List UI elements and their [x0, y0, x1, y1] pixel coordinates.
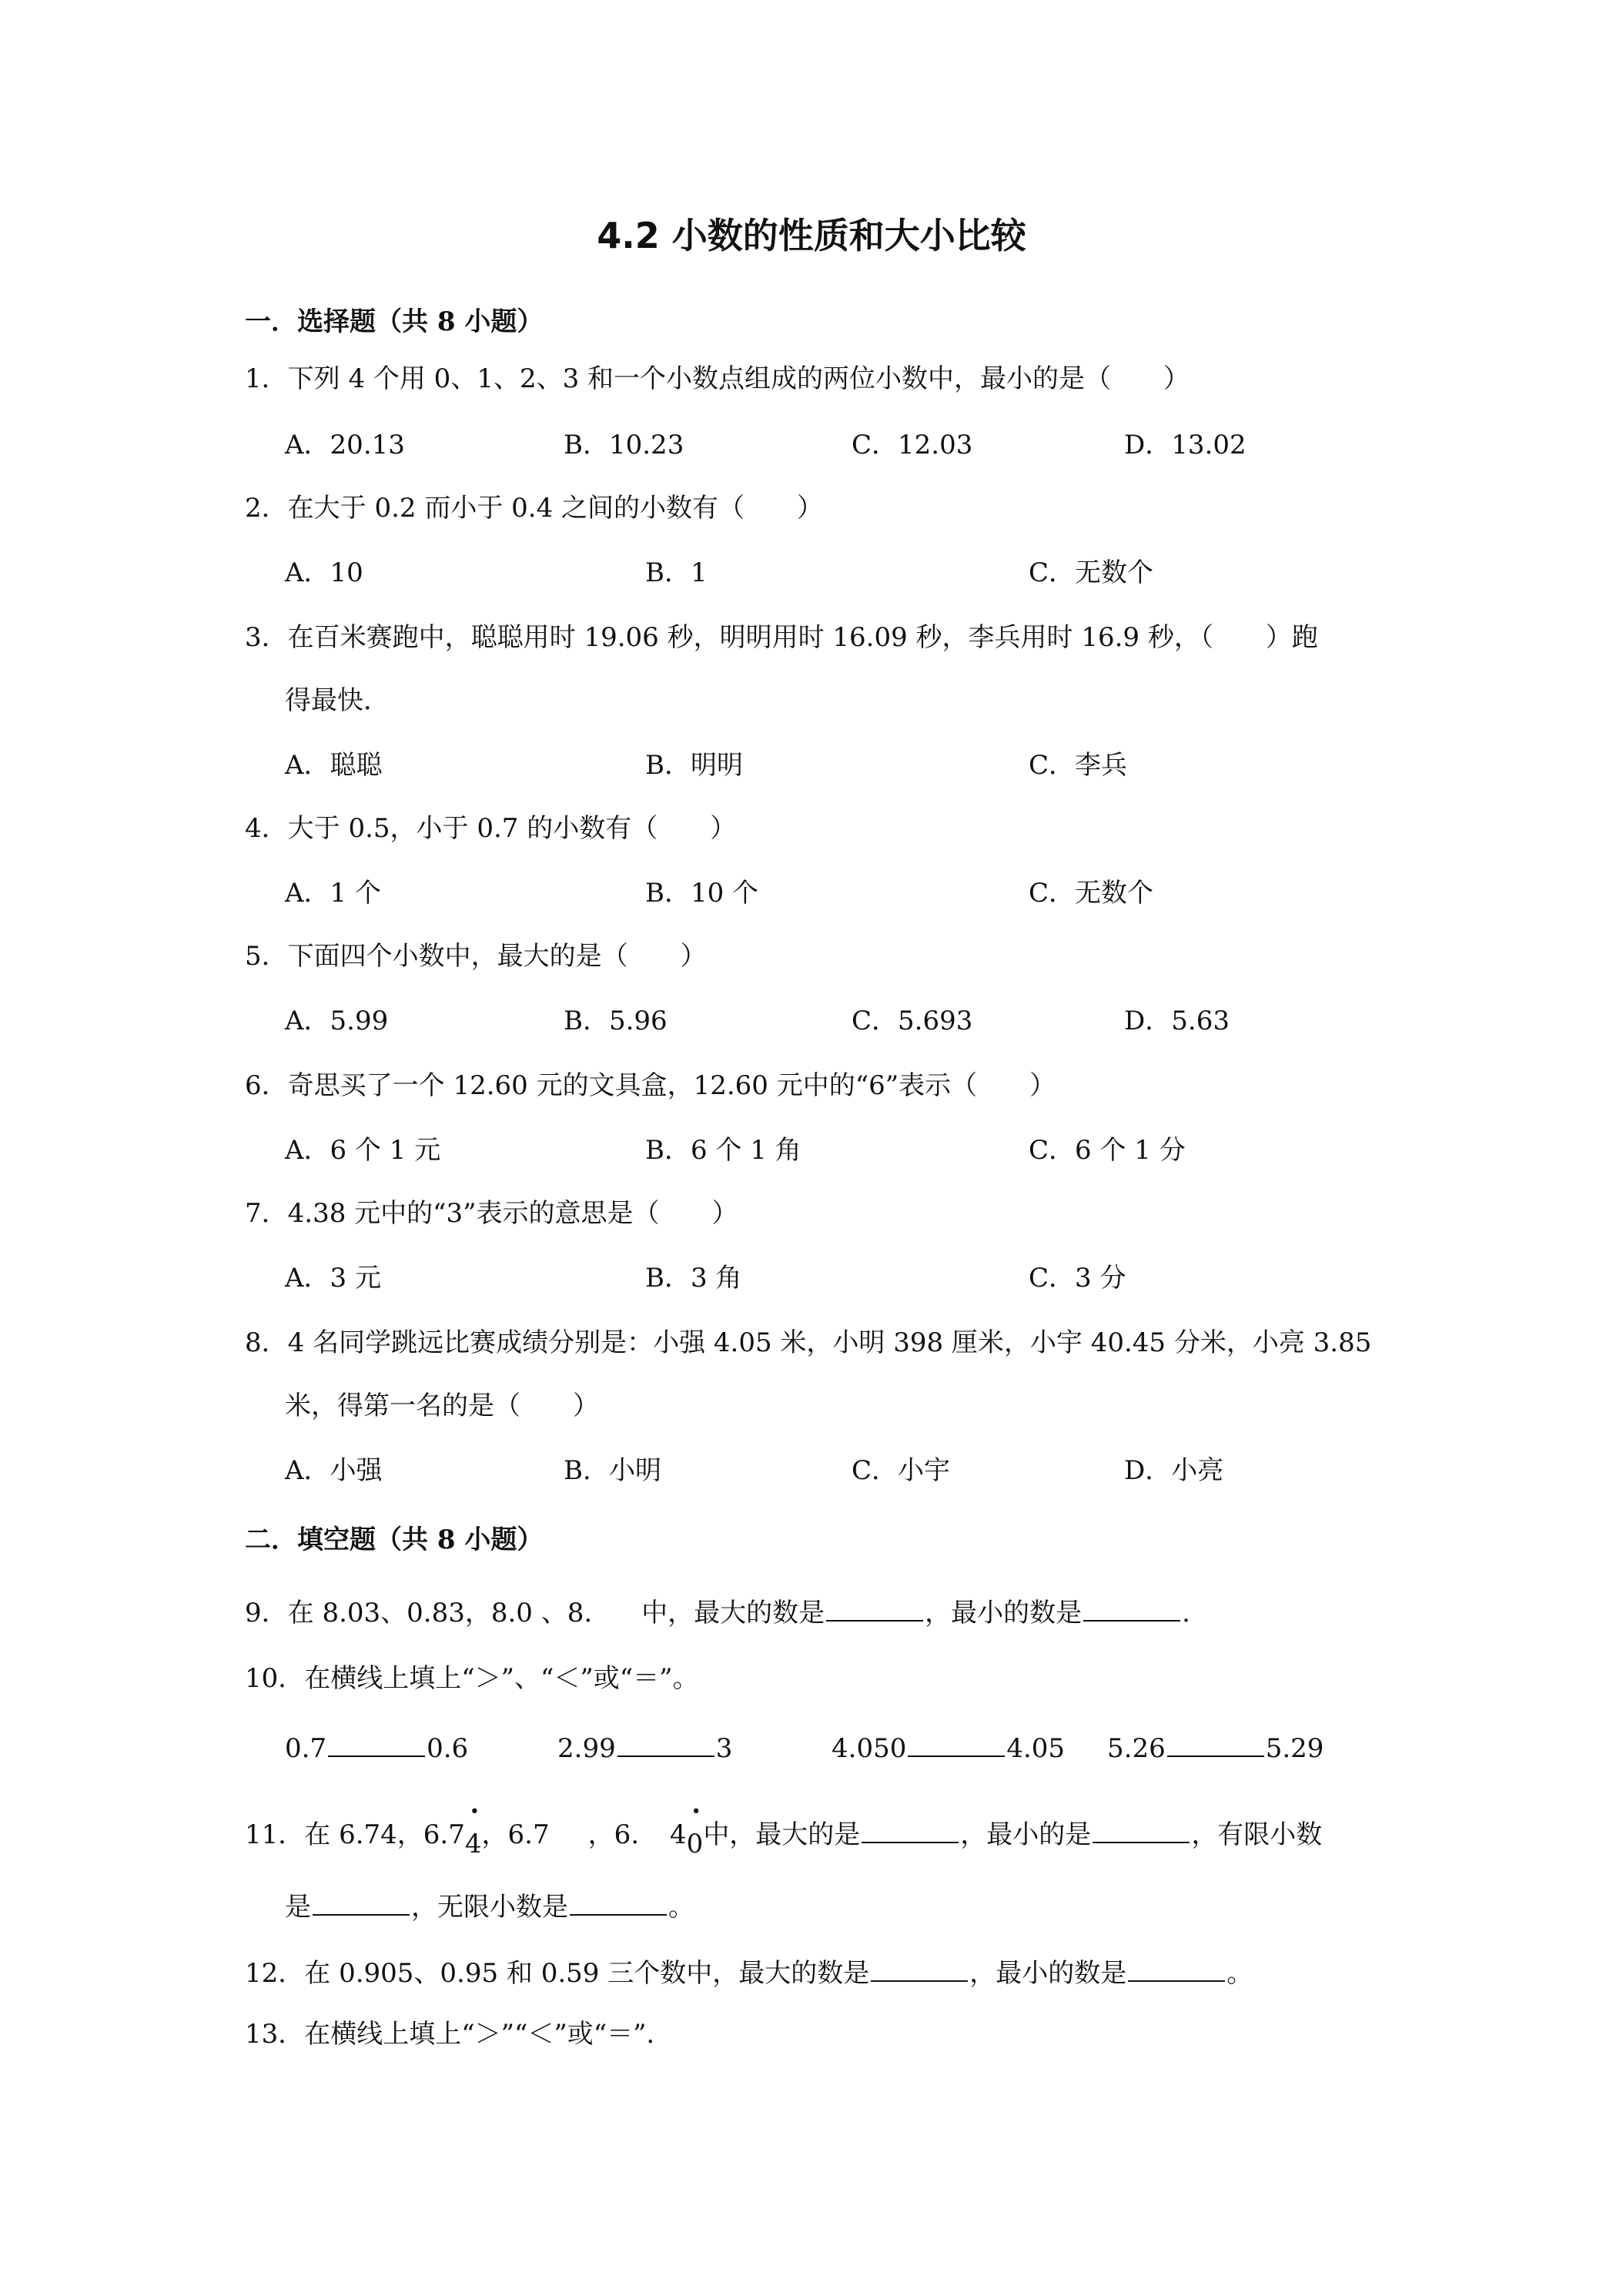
q10-pair-4-left: 5.26	[1107, 1733, 1166, 1764]
question-11-line-1	[245, 1802, 1323, 1859]
question-8-stem-continued: 米，得第一名的是（ ）	[285, 1391, 599, 1421]
question-7-stem: 7．4.38 元中的“3”表示的意思是（ ）	[245, 1198, 738, 1229]
q8-option-a: A．小强	[285, 1455, 383, 1486]
question-2-stem: 2．在大于 0.2 而小于 0.4 之间的小数有（ ）	[245, 493, 824, 524]
q7-option-c: C．3 分	[1029, 1263, 1126, 1294]
q10-pair-4-right: 5.29	[1265, 1733, 1324, 1764]
q11-repeating-digit-1: • 4	[464, 1802, 482, 1859]
q5-option-d: D．5.63	[1124, 1006, 1230, 1036]
q11-text-5: 中，最大的是	[703, 1819, 861, 1850]
q11-repeat-dot-2: •	[691, 1802, 701, 1822]
q9-blank-largest[interactable]	[826, 1592, 923, 1622]
q11-blank-infinite[interactable]	[570, 1886, 667, 1916]
q3-option-c: C．李兵	[1029, 750, 1128, 781]
section-heading-fill-in: 二．填空题（共 8 小题）	[245, 1525, 544, 1555]
q10-pair-1-blank[interactable]	[328, 1728, 425, 1757]
q4-option-c: C．无数个	[1029, 878, 1154, 909]
question-3-stem: 3．在百米赛跑中，聪聪用时 19.06 秒，明明用时 16.09 秒，李兵用时 16.9 秒，（ ）跑	[245, 622, 1318, 653]
q3-option-a: A．聪聪	[285, 750, 383, 781]
q1-option-d: D．13.02	[1124, 430, 1247, 460]
q9-blank-smallest[interactable]	[1083, 1592, 1180, 1622]
q10-pair-4-blank[interactable]	[1167, 1728, 1264, 1757]
q7-option-b: B．3 角	[645, 1263, 742, 1294]
q7-option-a: A．3 元	[285, 1263, 381, 1294]
question-3-stem-continued: 得最快．	[285, 685, 390, 716]
q12-blank-largest[interactable]	[871, 1953, 968, 1982]
q11-repeat-dot-1: •	[469, 1802, 480, 1822]
q11-text-8: 是	[285, 1892, 311, 1923]
q11-repeating-digit-2: • 0	[686, 1802, 704, 1859]
q11-text-9: ，无限小数是	[411, 1892, 568, 1923]
q10-pair-1	[285, 1728, 468, 1766]
question-12	[245, 1953, 1253, 1990]
q11-text-2: ，6.7	[481, 1819, 550, 1850]
q11-blank-largest[interactable]	[862, 1814, 959, 1843]
q10-pair-2	[557, 1728, 732, 1766]
q9-text-4: .	[1182, 1598, 1190, 1628]
q11-text-1: 11．在 6.74，6.7	[245, 1819, 465, 1850]
q3-option-b: B．明明	[645, 750, 743, 781]
q5-option-b: B．5.96	[564, 1006, 668, 1036]
q10-pair-1-right: 0.6	[427, 1733, 469, 1764]
q1-option-b: B．10.23	[564, 430, 684, 460]
q11-text-7: ，有限小数	[1191, 1819, 1323, 1850]
q11-text-6: ，最小的是	[960, 1819, 1092, 1850]
q11-text-10: 。	[668, 1892, 694, 1923]
q6-option-b: B．6 个 1 角	[645, 1135, 801, 1166]
q8-option-b: B．小明	[564, 1455, 661, 1486]
q4-option-b: B．10 个	[645, 878, 759, 909]
q9-text-1: 9．在 8.03、0.83，8.0 、8.	[245, 1598, 593, 1628]
q12-text-3: 。	[1226, 1958, 1253, 1989]
question-5-stem: 5．下面四个小数中，最大的是（ ）	[245, 941, 707, 972]
q12-text-1: 12．在 0.905、0.95 和 0.59 三个数中，最大的数是	[245, 1958, 870, 1989]
q10-pair-4	[1107, 1728, 1323, 1766]
q10-pair-2-left: 2.99	[557, 1733, 616, 1764]
question-6-stem: 6．奇思买了一个 12.60 元的文具盒，12.60 元中的“6”表示（ ）	[245, 1070, 1056, 1101]
q5-option-a: A．5.99	[285, 1006, 389, 1036]
q11-text-4: 4	[670, 1819, 687, 1850]
question-4-stem: 4．大于 0.5，小于 0.7 的小数有（ ）	[245, 813, 737, 844]
q11-blank-finite[interactable]	[313, 1886, 410, 1916]
q8-option-c: C．小宇	[852, 1455, 951, 1486]
q4-option-a: A．1 个	[285, 878, 381, 909]
q10-pair-3-right: 4.05	[1006, 1733, 1066, 1764]
q1-option-a: A．20.13	[285, 430, 405, 460]
q2-option-c: C．无数个	[1029, 557, 1154, 588]
q10-pair-3	[832, 1728, 1065, 1766]
question-1-stem: 1．下列 4 个用 0、1、2、3 和一个小数点组成的两位小数中，最小的是（ ）	[245, 363, 1190, 394]
page-title: 4.2 小数的性质和大小比较	[597, 215, 1026, 256]
section-heading-choice: 一．选择题（共 8 小题）	[245, 306, 544, 337]
q5-option-c: C．5.693	[852, 1006, 973, 1036]
q2-option-b: B．1	[645, 557, 708, 588]
q10-pair-2-blank[interactable]	[617, 1728, 714, 1757]
q6-option-a: A．6 个 1 元	[285, 1135, 441, 1166]
q8-option-d: D．小亮	[1124, 1455, 1224, 1486]
q11-text-3: ，6.	[587, 1819, 640, 1850]
q6-option-c: C．6 个 1 分	[1029, 1135, 1186, 1166]
q1-option-c: C．12.03	[852, 430, 973, 460]
question-9	[245, 1592, 1190, 1630]
q9-text-2: 中，最大的数是	[641, 1598, 825, 1628]
question-11-line-2	[285, 1886, 694, 1924]
q11-blank-smallest[interactable]	[1093, 1814, 1190, 1843]
q12-text-2: ，最小的数是	[969, 1958, 1127, 1989]
q10-pair-3-left: 4.050	[832, 1733, 907, 1764]
q12-blank-smallest[interactable]	[1128, 1953, 1225, 1982]
q9-text-3: ，最小的数是	[925, 1598, 1083, 1628]
question-13-stem: 13．在横线上填上“＞”“＜”或“＝”．	[245, 2019, 673, 2050]
q10-pair-1-left: 0.7	[285, 1733, 327, 1764]
question-8-stem: 8．4 名同学跳远比赛成绩分别是：小强 4.05 米，小明 398 厘米，小宇 40.45 分米，小亮 3.85	[245, 1327, 1372, 1358]
q10-pair-3-blank[interactable]	[908, 1728, 1005, 1757]
q10-pair-2-right: 3	[715, 1733, 733, 1764]
q2-option-a: A．10	[285, 557, 363, 588]
question-10-stem: 10．在横线上填上“＞”、“＜”或“＝”。	[245, 1663, 699, 1694]
